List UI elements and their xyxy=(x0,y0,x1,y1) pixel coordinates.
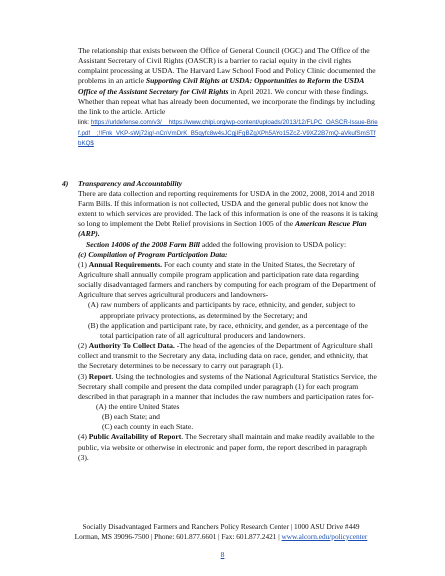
section-ref-text: added the following provision to USDA policy: xyxy=(199,239,347,249)
section-paragraph xyxy=(78,189,378,240)
item-2 xyxy=(78,341,378,371)
link-label: link: xyxy=(78,119,90,127)
section-title: Transparency and Accountability xyxy=(78,178,183,188)
subheading: (c) Compilation of Program Participation Data: xyxy=(78,249,228,259)
item-3-b: (B) each State; and xyxy=(102,412,160,422)
item-3 xyxy=(78,372,378,402)
section-heading xyxy=(62,178,378,189)
item-2-title: Authority To Collect Data. xyxy=(88,341,175,351)
article-link-line xyxy=(78,117,378,148)
footer-line-1: Socially Disadvantaged Farmers and Ranchers Policy Research Center | 1000 ASU Drive #449 xyxy=(82,522,360,531)
section-ref: Section 14006 of the 2008 Farm Bill xyxy=(86,239,200,249)
item-2-text: -The head of the agencies of the Department of Agriculture shall collect and transmit to the Secretary any data, including data on race, gender, and ethnicity, that the Secretary determines to be necessary to carry out paragraph (1). xyxy=(78,341,373,371)
item-3-c: (C) each county in each State. xyxy=(102,422,194,432)
page-number: 8 xyxy=(220,550,225,559)
footer-contact: Lorman, MS 39096-7500 | Phone: 601.877.6601 | Fax: 601.877.2421 | xyxy=(74,532,282,541)
item-3-text: . Using the technologies and systems of the National Agricultural Statistics Service, the Secretary shall compile and present the data compiled under paragraph (1) for each program described in that paragraph in a manner that includes the raw numbers and participation rates for- xyxy=(78,371,377,401)
item-3-title: Report xyxy=(88,371,112,381)
item-1-title: Annual Requirements. xyxy=(88,259,163,269)
footer-website-link[interactable]: www.alcorn.edu/policycenter xyxy=(281,532,368,541)
item-4-title: Public Availability of Report xyxy=(88,432,182,442)
item-1-label: (1) xyxy=(78,259,89,269)
intro-text-1: The relationship that exists between the Office of General Council (OGC) and The Office of the Assistant Secretary of Civil Rights (OASCR) is a barrier to racial equity in the civil rights complaint processing at USDA. The Harvard Law School Food and Policy Clinic documented the problems in an article xyxy=(78,46,376,86)
article-title: Supporting Civil Rights at USDA: Opportunities to Reform the USDA Office of the Assistant Secretary for Civil Rights xyxy=(78,76,364,96)
item-3-a: (A) the entire United States xyxy=(96,402,180,411)
item-1-a: (A) raw numbers of applicants and participants by race, ethnicity, and gender, subject to appropriate privacy protections, as determined by the Secretary; and xyxy=(88,300,356,320)
intro-text-2: in April 2021. We concur with these findings. Whether than repeat what has already been documented, we incorporate the findings by including the link to the article. Article xyxy=(78,86,375,116)
arp-reference: American Rescue Plan (ARP). xyxy=(78,219,367,239)
section-ref-line xyxy=(78,240,378,250)
intro-paragraph xyxy=(78,46,378,117)
page-footer xyxy=(56,522,386,542)
item-2-label: (2) xyxy=(78,341,89,351)
page-content xyxy=(62,46,378,463)
article-link[interactable]: https://urldefense.com/v3/__https://www.chlpi.org/wp-content/uploads/2013/12/FLPC_OASCR-Issue-Brief.pdf__;!!Fnk_VKP-sWj72ig!-nCnVmDrK_B5qyfc8w4sJCgjIFgBZgXPh5AYo15ZcZ-V9XZ2B7mQ-aVkufSmSTfbKQ$ xyxy=(78,119,378,148)
item-4-text: . The Secretary shall maintain and make readily available to the public, via website or otherwise in electronic and paper form, the report described in paragraph (3). xyxy=(78,432,375,462)
section-text: There are data collection and reporting requirements for USDA in the 2002, 2008, 2014 and 2018 Farm Bills. If this information is not collected, USDA and the general public does not know the extent to which services are provided. The lack of this information is one of the reasons it is taking so long to implement the Debt Relief provisions in Section 1005 of the xyxy=(78,188,378,229)
item-1 xyxy=(78,260,378,301)
item-4 xyxy=(78,432,378,462)
item-1-text: For each county and state in the United States, the Secretary of Agriculture shall annually compile program application and participation rate data regarding socially disadvantaged farmers and ranchers by computing for each program of the Department of Agriculture that serves agricultural producers and landowners- xyxy=(78,259,376,300)
section-number: 4) xyxy=(62,178,69,188)
item-3-label: (3) xyxy=(78,371,89,381)
item-1-b: (B) the application and participant rate, by race, ethnicity, and gender, as a percentage of the total participation rate of all agricultural producers and landowners. xyxy=(88,320,368,340)
item-4-label: (4) xyxy=(78,432,89,442)
footer-line-2 xyxy=(56,532,386,542)
